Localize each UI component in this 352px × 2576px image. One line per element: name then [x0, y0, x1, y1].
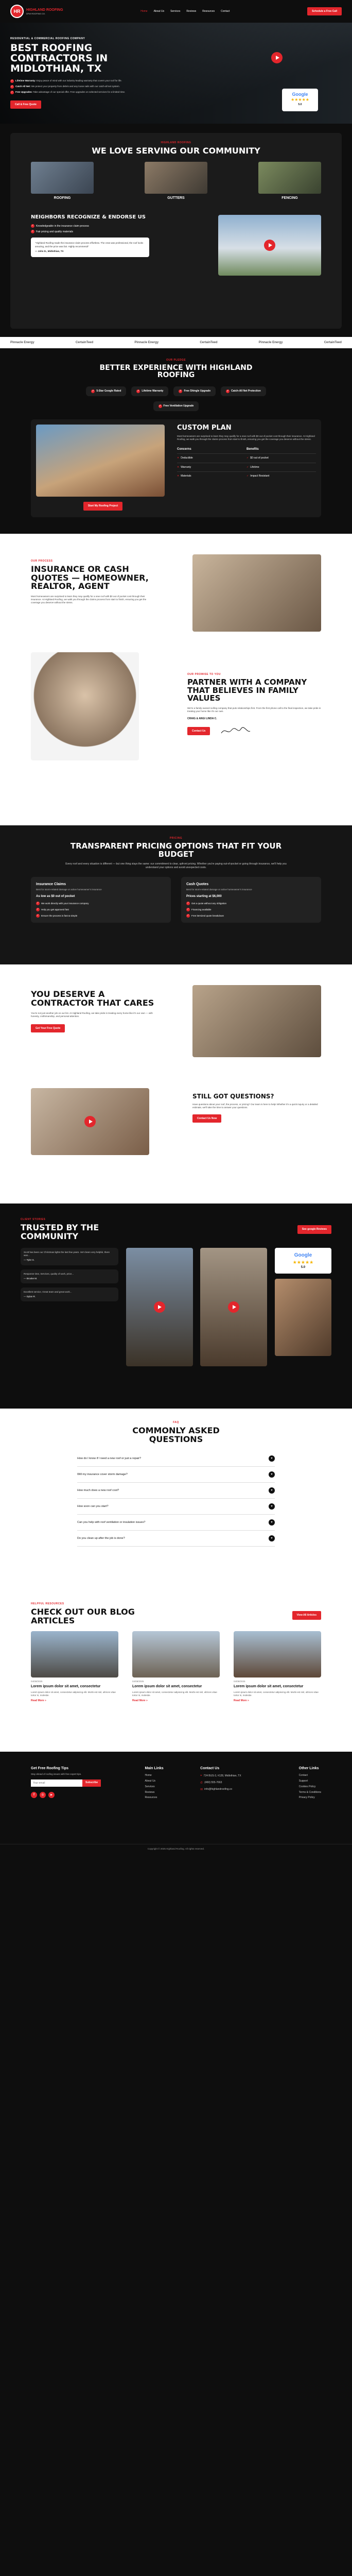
check-icon: ✓ — [37, 902, 39, 905]
col-benefits: Benefits — [247, 447, 259, 451]
services-row — [31, 162, 321, 200]
service-label: FENCING — [281, 196, 298, 200]
blog-post[interactable] — [31, 1631, 118, 1703]
check-icon: ✓ — [187, 914, 189, 918]
check-icon: ✓ — [31, 230, 34, 233]
review-text: Excellent service, Great team and great work... — [24, 1290, 72, 1293]
faq-item[interactable] — [77, 1531, 275, 1547]
plan-item-text: Free itemized quote breakdown — [191, 914, 224, 917]
testimonial-quote: "Highland Roofing made the insurance claim process effortless. The crew was professional, the roof looks amazing, and the price was fair. Highly recommend!" — [35, 242, 144, 248]
faq-item[interactable] — [77, 1483, 275, 1499]
check-icon: ✓ — [37, 908, 39, 911]
logo[interactable] — [10, 5, 63, 18]
check-icon: ✓ — [226, 389, 229, 393]
check-icon: ✓ — [247, 456, 249, 460]
neighbors-point — [31, 224, 160, 228]
fencing-photo — [258, 162, 321, 194]
check-icon: ✓ — [247, 474, 249, 478]
brand-logo: CertainTeed — [75, 341, 94, 344]
signature-icon — [220, 726, 251, 736]
blog-section — [0, 1600, 352, 1752]
neighbors-point-text: Fair pricing and quality materials — [36, 230, 73, 233]
chevron-down-icon: ▾ — [269, 1519, 275, 1526]
review-card — [21, 1287, 118, 1301]
blog-post-title: Lorem ipsum dolor sit amet, consectetur — [132, 1685, 202, 1689]
plan-desc: Best for storm-related damage or active homeowner's insurance — [186, 888, 252, 891]
review-text: Response time, Services, quality of work, price... — [24, 1272, 74, 1275]
serving-section — [0, 124, 352, 337]
google-rating-badge — [282, 89, 318, 111]
cares-text: You're not just another job on our list. At Highland Roofing, we take pride in treating every home like it's our own — with honesty, craftsmanship, and personal attention. — [31, 1011, 153, 1018]
blog-thumbnail — [234, 1631, 321, 1677]
contact-title: Contact Us — [200, 1767, 220, 1770]
hero-point-label: Free Upgrades: — [15, 90, 33, 93]
plan-row — [177, 463, 316, 472]
blog-date: 04/08/2025 — [31, 1680, 43, 1683]
badge-label: Free Ventilation Upgrade — [163, 404, 194, 408]
play-icon[interactable] — [264, 240, 275, 251]
process-text: Most homeowners are surprised to learn they may qualify for a new roof with $0 out of pocket cost through their insurance. At Highland Roofing, we walk you through the claims process from start to finish, ensuring you get the coverage you deserve without the stress. — [31, 595, 147, 604]
hero-point — [10, 91, 139, 94]
check-icon: ✓ — [11, 79, 13, 82]
rating-stars-icon: ★★★★★ — [292, 1259, 314, 1265]
plan-item — [36, 914, 166, 918]
faq-question: Will my insurance cover storm damage? — [77, 1472, 128, 1476]
better-title: BETTER EXPERIENCE WITH HIGHLAND ROOFING — [99, 363, 253, 380]
site-header — [0, 0, 352, 23]
hero-point-text: Take advantage of our special offer. Free upgrades on selected services for a limited time. — [33, 90, 126, 93]
check-icon: ✓ — [137, 389, 139, 393]
check-icon: ✓ — [11, 90, 13, 94]
nav-services[interactable]: Services — [170, 9, 181, 13]
plan-benefit: Impact Resistant — [250, 474, 270, 478]
logo-subtext: DFW ROOFING CO. — [26, 12, 46, 15]
blog-kicker: HELPFUL RESOURCES — [31, 1602, 64, 1605]
nav-home[interactable]: Home — [140, 9, 148, 13]
faq-question: Do you clean up after the job is done? — [77, 1536, 125, 1540]
badge-label: 5-Star Google Rated — [96, 389, 121, 393]
plan-concern: Warranty — [181, 465, 191, 469]
questions-video — [31, 1088, 149, 1155]
read-more-link[interactable]: Read More » — [234, 1699, 249, 1702]
process-kicker: OUR PROCESS — [31, 560, 53, 563]
review-card — [21, 1269, 118, 1283]
free-quote-button[interactable]: Get Your Free Quote — [31, 1024, 65, 1033]
hero-play-icon[interactable] — [271, 52, 283, 63]
faq-question: How soon can you start? — [77, 1504, 109, 1508]
play-icon[interactable] — [154, 1301, 165, 1313]
serving-title: WE LOVE SERVING OUR COMMUNITY — [92, 145, 260, 156]
blog-post[interactable] — [132, 1631, 220, 1703]
rating-value: 5.0 — [301, 1265, 306, 1269]
play-icon[interactable] — [228, 1301, 239, 1313]
trusted-section — [0, 1204, 352, 1409]
contact-email[interactable]: info@highlandroofing.co — [204, 1788, 233, 1791]
chevron-down-icon: ▾ — [269, 1503, 275, 1510]
plan-concern: Materials — [181, 474, 191, 478]
view-all-articles-button[interactable]: View All Articles — [292, 1611, 321, 1620]
roofer-photo — [36, 425, 165, 497]
hero-title: BEST ROOFING CONTRACTORS IN MIDLOTHIAN, TX — [10, 42, 108, 74]
email-icon: ✉ — [200, 1788, 203, 1791]
footer-link[interactable]: About Us — [145, 1780, 156, 1783]
check-icon: ✓ — [187, 908, 189, 911]
pricing-card-cash — [181, 877, 321, 923]
main-links-title: Main Links — [145, 1767, 164, 1770]
service-fencing[interactable] — [258, 162, 321, 200]
process-title: INSURANCE OR CASH QUOTES — HOMEOWNER, REALTOR, AGENT — [31, 564, 149, 591]
plan-item — [186, 914, 316, 918]
contact-now-button[interactable]: Contact Us Now — [192, 1114, 221, 1123]
testimonial-card — [31, 238, 149, 257]
blog-thumbnail — [132, 1631, 220, 1677]
plan-item — [186, 902, 316, 905]
partner-title: PARTNER WITH A COMPANY THAT BELIEVES IN FAMILY VALUES — [187, 677, 307, 703]
check-icon: ✓ — [187, 902, 189, 905]
copyright: Copyright © 2025 Highland Roofing. All rights reserved. — [0, 1844, 352, 1851]
google-label: Google — [292, 92, 308, 97]
google-label: Google — [294, 1252, 312, 1259]
partner-kicker: OUR PROMISE TO YOU — [187, 673, 221, 676]
faq-section — [0, 1409, 352, 1600]
faq-kicker: FAQ — [173, 1421, 179, 1424]
check-icon: ✓ — [11, 84, 13, 88]
brand-logo: Pinnacle Energy — [134, 341, 159, 344]
footer-link[interactable]: Terms & Conditions — [298, 1790, 321, 1794]
plan-price: As low as $0 out of pocket — [36, 895, 75, 899]
service-label: GUTTERS — [167, 196, 185, 200]
tips-title: Get Free Roofing Tips — [31, 1767, 68, 1770]
blog-excerpt: Lorem ipsum dolor sit amet, consectetur adipiscing elit. Morbi est nisl, ultrices vitae tortor in, molestie. — [31, 1690, 116, 1697]
footer-link[interactable]: Contact — [298, 1774, 308, 1777]
plan-item-text: Get a quote without any obligation — [191, 902, 227, 905]
partner-signer: CRAIG & ANGI LINDA C. — [187, 717, 217, 721]
blog-excerpt: Lorem ipsum dolor sit amet, consectetur adipiscing elit. Morbi est nisl, ultrices vitae tortor in, molestie. — [132, 1690, 217, 1697]
check-icon: ✓ — [159, 404, 162, 408]
check-icon: ✓ — [179, 389, 182, 393]
plan-name: Cash Quotes — [186, 882, 209, 886]
plan-text: Most homeowners are surprised to learn they may qualify for a new roof with $0 out of pocket cost through their insurance. At Highland Roofing, we walk you through the claims process from start to finish, ensuring you get the coverage you deserve without the stress. — [177, 434, 315, 440]
review-video-2 — [200, 1248, 267, 1366]
plan-item-text: We work directly with your insurance company — [41, 902, 89, 905]
review-author: — Tyler S. — [24, 1259, 34, 1262]
trusted-kicker: CLIENT STORIES — [21, 1218, 46, 1221]
badge — [131, 386, 168, 396]
plan-desc: Best for storm-related damage or active homeowner's insurance — [36, 888, 102, 891]
service-gutters[interactable] — [145, 162, 207, 200]
process-section — [0, 534, 352, 825]
badges-row — [68, 386, 284, 411]
pricing-kicker: PRICING — [169, 837, 183, 840]
nav-reviews[interactable]: Reviews — [186, 9, 197, 13]
rating-value: 5.0 — [298, 103, 302, 106]
faq-question: How do I know if I need a new roof or just a repair? — [77, 1456, 142, 1460]
faq-title: COMMONLY ASKED QUESTIONS — [132, 1425, 220, 1444]
contact-address: 724 BUS-3, #128, Midlothian, TX — [203, 1774, 241, 1778]
badge — [153, 401, 199, 411]
faq-item[interactable] — [77, 1499, 275, 1515]
footer-link[interactable]: Privacy Policy — [298, 1796, 315, 1800]
brand-logo: CertainTeed — [200, 341, 218, 344]
start-project-button[interactable]: Start My Roofing Project — [83, 502, 122, 511]
plan-item-text: Financing available — [191, 908, 212, 911]
partner-contact-button[interactable]: Contact Us — [187, 727, 210, 736]
read-more-link[interactable]: Read More » — [31, 1699, 46, 1702]
hero-quote-button[interactable]: Call & Free Quote — [10, 100, 41, 109]
roofing-photo — [31, 162, 94, 194]
plan-title: CUSTOM PLAN — [177, 424, 232, 432]
tips-text: Stay ahead of roofing issues with free expert tips. — [31, 1773, 82, 1776]
location-icon: ⌖ — [200, 1774, 202, 1778]
faq-question: Can you help with roof ventilation or insulation issues? — [77, 1520, 146, 1524]
facebook-icon[interactable]: f — [31, 1792, 37, 1798]
neighbors-point-text: Knowledgeable in the insurance claim process — [36, 224, 89, 228]
chevron-down-icon: ▾ — [269, 1535, 275, 1541]
chevron-down-icon: ▾ — [269, 1487, 275, 1494]
brand-logo: Pinnacle Energy — [258, 341, 283, 344]
plan-concern: Deductible — [181, 456, 193, 460]
blog-title: CHECK OUT OUR BLOG ARTICLES — [31, 1606, 135, 1625]
cares-title: YOU DESERVE A CONTRACTOR THAT CARES — [31, 989, 154, 1008]
subscribe-button[interactable]: Subscribe — [82, 1780, 101, 1787]
pricing-card-insurance — [31, 877, 171, 923]
plan-name: Insurance Claims — [36, 882, 66, 886]
questions-title: STILL GOT QUESTIONS? — [192, 1093, 274, 1100]
badge-label: Lifetime Warranty — [142, 389, 164, 393]
play-icon[interactable] — [84, 1116, 96, 1127]
google-rating-badge — [275, 1248, 331, 1274]
review-author: — Dylan R. — [24, 1295, 36, 1298]
pricing-cards — [31, 877, 321, 923]
plan-item-text: Help you get approved fast — [41, 908, 69, 911]
review-card — [21, 1248, 118, 1265]
plan-item — [186, 908, 316, 911]
blog-date: 04/08/2025 — [132, 1680, 144, 1683]
footer-link[interactable]: Services — [145, 1785, 155, 1788]
nav-resources[interactable]: Resources — [202, 9, 215, 13]
newsletter-email-input[interactable] — [31, 1780, 82, 1787]
instagram-icon[interactable]: ◎ — [40, 1792, 46, 1798]
check-icon: ✓ — [247, 465, 249, 469]
custom-plan-card — [31, 419, 321, 517]
testimonial-author: — John D., Midlothian, TX — [35, 249, 64, 252]
faq-item[interactable] — [77, 1467, 275, 1483]
trusted-title: TRUSTED BY THE COMMUNITY — [21, 1222, 99, 1241]
footer-link[interactable]: Resources — [145, 1796, 157, 1800]
plan-price: Prices starting at $6,000 — [186, 895, 222, 899]
footer-link[interactable]: Home — [145, 1774, 152, 1777]
review-video-1 — [126, 1248, 193, 1366]
pricing-section — [0, 825, 352, 964]
family-photo — [31, 652, 139, 760]
cares-photo — [192, 985, 321, 1057]
other-links-title: Other Links — [298, 1767, 319, 1770]
footer-link[interactable]: Reviews — [145, 1790, 155, 1794]
youtube-icon[interactable]: ▶ — [48, 1792, 55, 1798]
better-kicker: OUR PLEDGE — [166, 359, 186, 362]
questions-text: Have questions about your roof, the process, or pricing? Our team is here to help! Whether it's a quick inquiry or a detailed estimate, we'll take the time to answer your questions. — [192, 1103, 318, 1109]
x-icon: ✕ — [177, 456, 180, 460]
chevron-down-icon: ▾ — [269, 1471, 275, 1478]
footer-link[interactable]: Support — [298, 1780, 308, 1783]
badge — [173, 386, 216, 396]
plan-benefit: Lifetime — [250, 465, 259, 469]
read-more-link[interactable]: Read More » — [132, 1699, 148, 1702]
neighbors-video — [218, 215, 321, 276]
contact-phone[interactable]: (469) 555-7663 — [204, 1781, 222, 1785]
hero-section — [0, 23, 352, 124]
badge-label: Catch-All Net Protection — [231, 389, 261, 393]
hero-point — [10, 79, 139, 83]
chevron-down-icon: ▾ — [269, 1455, 275, 1462]
plan-item-text: Ensure the process is fast & simple — [41, 914, 78, 917]
nav-about[interactable]: About Us — [153, 9, 165, 13]
blog-date: 04/08/2025 — [234, 1680, 245, 1683]
footer-link[interactable]: Cookies Policy — [298, 1785, 316, 1788]
review-author: — Brooke M. — [24, 1277, 38, 1280]
check-icon: ✓ — [37, 914, 39, 918]
faq-item[interactable] — [77, 1451, 275, 1467]
hero-point-text: Enjoy peace of mind with our industry-leading warranty that covers your roof for life. — [36, 79, 122, 82]
google-reviews-button[interactable]: See google Reviews — [297, 1225, 331, 1234]
brand-logo: CertainTeed — [324, 341, 342, 344]
blog-post-title: Lorem ipsum dolor sit amet, consectetur — [234, 1685, 304, 1689]
badge-label: Free Shingle Upgrade — [184, 389, 211, 393]
hero-point — [10, 85, 139, 89]
plan-benefit: $0 out of pocket — [250, 456, 269, 460]
process-photo — [192, 554, 321, 632]
x-icon: ✕ — [177, 474, 180, 478]
pricing-title: TRANSPARENT PRICING OPTIONS THAT FIT YOUR BUDGET — [70, 841, 282, 859]
better-section — [0, 348, 352, 534]
check-icon: ✓ — [31, 224, 34, 228]
logo-text: HIGHLAND ROOFING — [26, 8, 63, 12]
hero-kicker: RESIDENTIAL & COMMERCIAL ROOFING COMPANY — [10, 37, 85, 40]
schedule-call-button[interactable]: Schedule a Free Call — [307, 7, 342, 16]
blog-thumbnail — [31, 1631, 118, 1677]
neighbors-block — [31, 215, 321, 276]
partner-text: We're a family-owned roofing company that puts relationships first. From the first phone call to the final inspection, we take pride in treating your home like it's our own. — [187, 707, 321, 713]
plan-table-header — [177, 445, 316, 454]
hero-point-label: Lifetime Warranty: — [15, 79, 36, 82]
cares-section — [0, 964, 352, 1204]
service-label: ROOFING — [54, 196, 71, 200]
hero-point-label: Catch All Net: — [15, 84, 31, 88]
check-icon: ✓ — [92, 389, 94, 393]
pricing-text: Every roof and every situation is different — but one thing stays the same: our commitment to clear, upfront pricing. Whether you're paying out-of-pocket or going through insurance, we'll help you understand your options and avoid unexpected costs. — [65, 862, 287, 869]
neighbors-title: NEIGHBORS RECOGNIZE & ENDORSE US — [31, 214, 146, 220]
phone-icon: ✆ — [200, 1781, 203, 1785]
serving-kicker: HIGHLAND ROOFING — [161, 141, 191, 144]
plan-item — [36, 908, 166, 911]
brand-logo: Pinnacle Energy — [10, 341, 34, 344]
x-icon: ✕ — [177, 465, 180, 469]
plan-item — [36, 902, 166, 905]
main-nav — [140, 10, 230, 13]
plan-row — [177, 454, 316, 463]
hero-point-text: We protect your property from debris and any loose nails with our catch-all net system. — [31, 84, 120, 88]
service-roofing[interactable] — [31, 162, 94, 200]
blog-posts — [31, 1631, 321, 1703]
faq-item[interactable] — [77, 1515, 275, 1531]
blog-post-title: Lorem ipsum dolor sit amet, consectetur — [31, 1685, 101, 1689]
nav-contact[interactable]: Contact — [221, 9, 230, 13]
site-footer — [0, 1752, 352, 1855]
col-concerns: Concerns — [177, 447, 191, 451]
logo-shield-icon: HR — [10, 5, 24, 18]
blog-post[interactable] — [234, 1631, 321, 1703]
neighbors-point — [31, 230, 160, 233]
serving-card — [10, 133, 342, 329]
review-text: Scott has been our Christmas lights the last few years. He's been very helpful, there was... — [24, 1251, 110, 1257]
faq-list — [77, 1451, 275, 1547]
gutters-photo — [145, 162, 207, 194]
plan-row — [177, 472, 316, 481]
blog-excerpt: Lorem ipsum dolor sit amet, consectetur adipiscing elit. Morbi est nisl, ultrices vitae tortor in, molestie. — [234, 1690, 319, 1697]
badge — [221, 386, 266, 396]
faq-question: How much does a new roof cost? — [77, 1488, 119, 1492]
brands-strip — [0, 337, 352, 348]
review-photo — [275, 1279, 331, 1356]
hero-points — [10, 79, 139, 94]
badge — [86, 386, 126, 396]
rating-stars-icon: ★★★★★ — [291, 97, 309, 103]
